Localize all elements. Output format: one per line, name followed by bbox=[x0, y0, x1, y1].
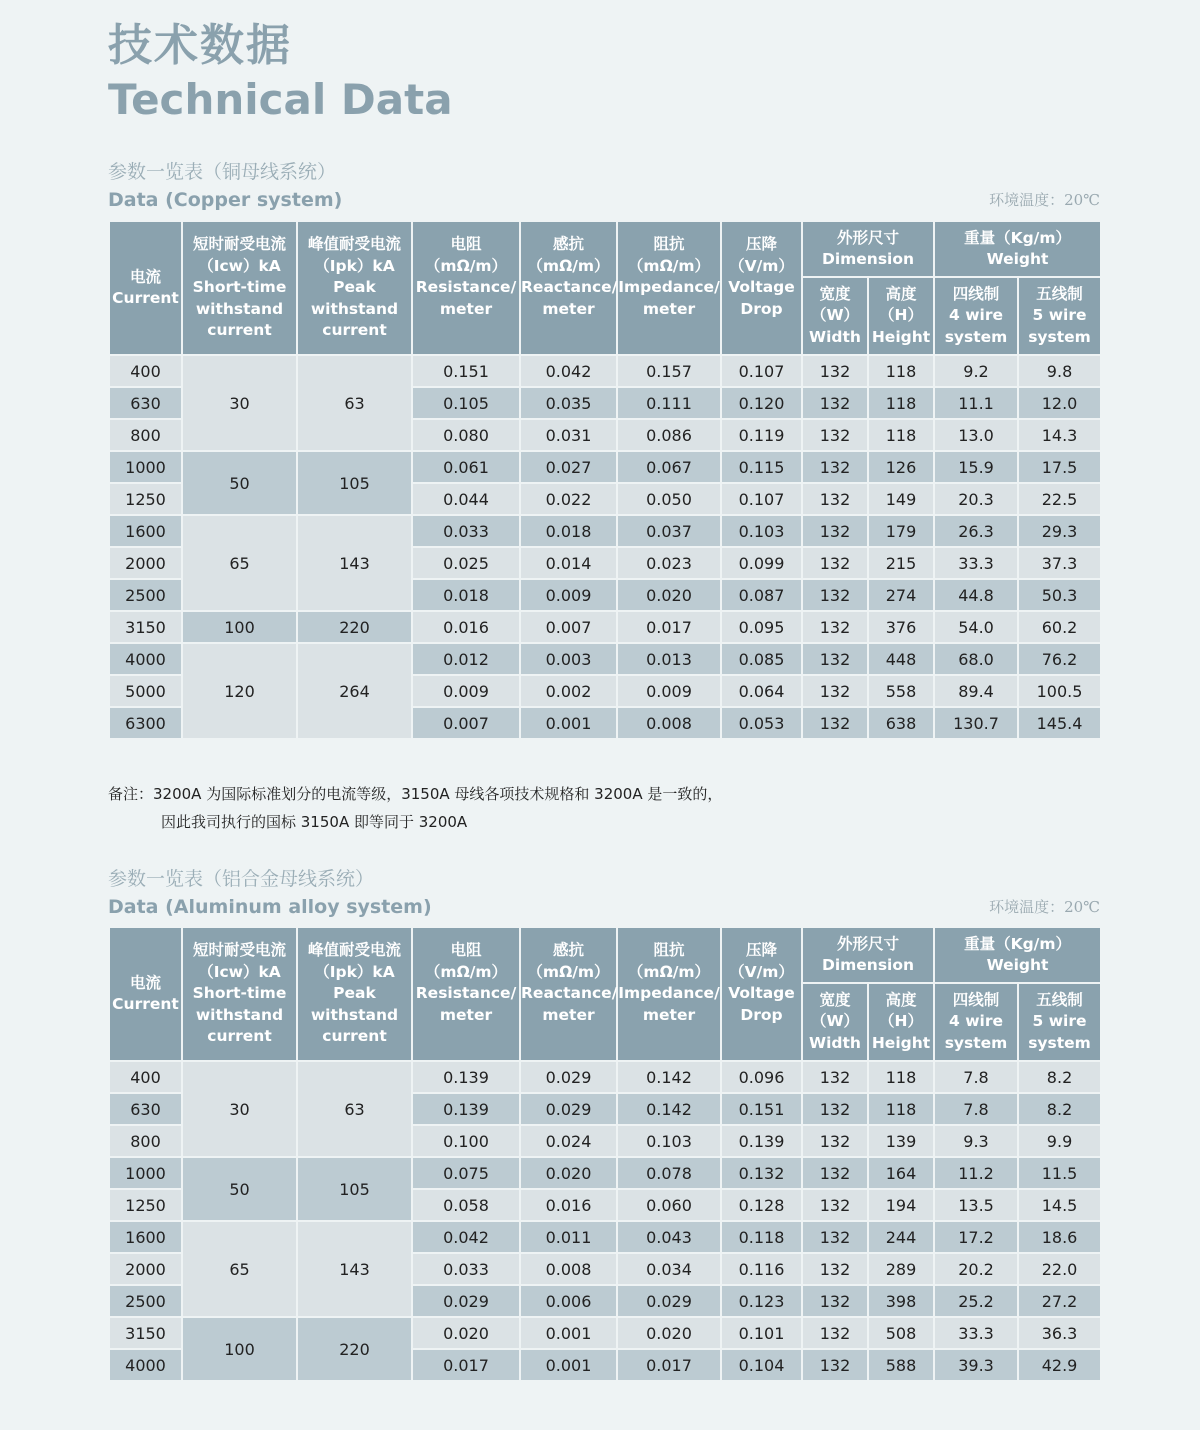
cell-resistance: 0.025 bbox=[412, 547, 520, 579]
cell-height: 194 bbox=[868, 1189, 934, 1221]
cell-current: 1250 bbox=[109, 483, 182, 515]
cell-current: 3150 bbox=[109, 1317, 182, 1349]
cell-current: 630 bbox=[109, 1093, 182, 1125]
table-body bbox=[109, 1061, 1101, 1381]
cell-resistance: 0.075 bbox=[412, 1157, 520, 1189]
aluminum-ambient-temperature: 环境温度：20℃ bbox=[989, 898, 1100, 916]
cell-weight-4-wire: 20.2 bbox=[934, 1253, 1018, 1285]
cell-reactance: 0.002 bbox=[520, 675, 617, 707]
cell-impedance: 0.008 bbox=[617, 707, 721, 739]
cell-peak-withstand: 264 bbox=[297, 643, 412, 739]
cell-voltage-drop: 0.095 bbox=[721, 611, 802, 643]
aluminum-title-zh: 参数一览表（铝合金母线系统） bbox=[108, 868, 375, 890]
cell-current: 2500 bbox=[109, 1285, 182, 1317]
cell-impedance: 0.034 bbox=[617, 1253, 721, 1285]
cell-impedance: 0.013 bbox=[617, 643, 721, 675]
cell-peak-withstand: 105 bbox=[297, 1157, 412, 1221]
cell-voltage-drop: 0.096 bbox=[721, 1061, 802, 1093]
cell-weight-5-wire: 18.6 bbox=[1018, 1221, 1101, 1253]
cell-reactance: 0.027 bbox=[520, 451, 617, 483]
cell-reactance: 0.001 bbox=[520, 1317, 617, 1349]
cell-current: 6300 bbox=[109, 707, 182, 739]
cell-short-time-withstand: 120 bbox=[182, 643, 297, 739]
cell-peak-withstand: 143 bbox=[297, 515, 412, 611]
cell-weight-5-wire: 17.5 bbox=[1018, 451, 1101, 483]
table-row bbox=[109, 1317, 1101, 1349]
cell-weight-5-wire: 14.5 bbox=[1018, 1189, 1101, 1221]
cell-width: 132 bbox=[802, 643, 868, 675]
cell-height: 274 bbox=[868, 579, 934, 611]
header-dimension: 外形尺寸 Dimension bbox=[802, 221, 934, 277]
cell-weight-4-wire: 68.0 bbox=[934, 643, 1018, 675]
cell-weight-5-wire: 50.3 bbox=[1018, 579, 1101, 611]
cell-short-time-withstand: 30 bbox=[182, 355, 297, 451]
page-title-zh: 技术数据 bbox=[108, 20, 292, 71]
table-row bbox=[109, 515, 1101, 547]
cell-short-time-withstand: 50 bbox=[182, 1157, 297, 1221]
cell-height: 118 bbox=[868, 355, 934, 387]
cell-voltage-drop: 0.104 bbox=[721, 1349, 802, 1381]
copper-ambient-temperature: 环境温度：20℃ bbox=[989, 191, 1100, 209]
cell-height: 558 bbox=[868, 675, 934, 707]
cell-current: 4000 bbox=[109, 1349, 182, 1381]
cell-weight-5-wire: 100.5 bbox=[1018, 675, 1101, 707]
cell-weight-5-wire: 29.3 bbox=[1018, 515, 1101, 547]
cell-resistance: 0.100 bbox=[412, 1125, 520, 1157]
cell-reactance: 0.024 bbox=[520, 1125, 617, 1157]
cell-current: 1600 bbox=[109, 1221, 182, 1253]
cell-resistance: 0.017 bbox=[412, 1349, 520, 1381]
cell-reactance: 0.001 bbox=[520, 1349, 617, 1381]
cell-width: 132 bbox=[802, 1317, 868, 1349]
cell-weight-4-wire: 33.3 bbox=[934, 1317, 1018, 1349]
cell-current: 1000 bbox=[109, 451, 182, 483]
cell-impedance: 0.029 bbox=[617, 1285, 721, 1317]
cell-voltage-drop: 0.103 bbox=[721, 515, 802, 547]
cell-current: 3150 bbox=[109, 611, 182, 643]
cell-impedance: 0.037 bbox=[617, 515, 721, 547]
cell-peak-withstand: 63 bbox=[297, 1061, 412, 1157]
cell-current: 800 bbox=[109, 419, 182, 451]
cell-reactance: 0.007 bbox=[520, 611, 617, 643]
cell-weight-5-wire: 27.2 bbox=[1018, 1285, 1101, 1317]
cell-resistance: 0.139 bbox=[412, 1061, 520, 1093]
cell-height: 179 bbox=[868, 515, 934, 547]
cell-current: 1250 bbox=[109, 1189, 182, 1221]
cell-weight-5-wire: 22.0 bbox=[1018, 1253, 1101, 1285]
header-voltage-drop: 压降 （V/m） Voltage Drop bbox=[721, 221, 802, 355]
cell-short-time-withstand: 100 bbox=[182, 1317, 297, 1381]
cell-height: 126 bbox=[868, 451, 934, 483]
cell-peak-withstand: 105 bbox=[297, 451, 412, 515]
cell-height: 164 bbox=[868, 1157, 934, 1189]
copper-title-zh: 参数一览表（铜母线系统） bbox=[108, 161, 337, 183]
aluminum-data-table bbox=[108, 926, 1102, 1382]
cell-resistance: 0.029 bbox=[412, 1285, 520, 1317]
cell-impedance: 0.142 bbox=[617, 1061, 721, 1093]
cell-height: 118 bbox=[868, 1093, 934, 1125]
cell-weight-5-wire: 145.4 bbox=[1018, 707, 1101, 739]
cell-weight-5-wire: 9.9 bbox=[1018, 1125, 1101, 1157]
cell-impedance: 0.111 bbox=[617, 387, 721, 419]
cell-reactance: 0.016 bbox=[520, 1189, 617, 1221]
header-weight: 重量（Kg/m） Weight bbox=[934, 927, 1101, 983]
cell-impedance: 0.009 bbox=[617, 675, 721, 707]
cell-weight-4-wire: 25.2 bbox=[934, 1285, 1018, 1317]
cell-width: 132 bbox=[802, 579, 868, 611]
cell-impedance: 0.020 bbox=[617, 1317, 721, 1349]
table-row bbox=[109, 1157, 1101, 1189]
cell-reactance: 0.031 bbox=[520, 419, 617, 451]
cell-width: 132 bbox=[802, 515, 868, 547]
cell-voltage-drop: 0.053 bbox=[721, 707, 802, 739]
copper-section-heading bbox=[108, 158, 1100, 214]
cell-reactance: 0.001 bbox=[520, 707, 617, 739]
cell-short-time-withstand: 30 bbox=[182, 1061, 297, 1157]
cell-weight-5-wire: 42.9 bbox=[1018, 1349, 1101, 1381]
cell-weight-5-wire: 8.2 bbox=[1018, 1093, 1101, 1125]
cell-height: 376 bbox=[868, 611, 934, 643]
cell-voltage-drop: 0.151 bbox=[721, 1093, 802, 1125]
cell-width: 132 bbox=[802, 1285, 868, 1317]
cell-weight-4-wire: 15.9 bbox=[934, 451, 1018, 483]
cell-weight-4-wire: 20.3 bbox=[934, 483, 1018, 515]
cell-width: 132 bbox=[802, 419, 868, 451]
cell-reactance: 0.011 bbox=[520, 1221, 617, 1253]
page-title-en: Technical Data bbox=[108, 75, 453, 124]
header-current: 电流 Current bbox=[109, 221, 182, 355]
cell-voltage-drop: 0.118 bbox=[721, 1221, 802, 1253]
header-5-wire: 五线制 5 wire system bbox=[1018, 277, 1101, 355]
cell-height: 244 bbox=[868, 1221, 934, 1253]
cell-current: 1600 bbox=[109, 515, 182, 547]
header-width: 宽度 （W） Width bbox=[802, 277, 868, 355]
cell-height: 139 bbox=[868, 1125, 934, 1157]
header-4-wire: 四线制 4 wire system bbox=[934, 277, 1018, 355]
cell-voltage-drop: 0.115 bbox=[721, 451, 802, 483]
cell-width: 132 bbox=[802, 1253, 868, 1285]
cell-resistance: 0.058 bbox=[412, 1189, 520, 1221]
cell-impedance: 0.078 bbox=[617, 1157, 721, 1189]
header-peak-withstand: 峰值耐受电流 （Ipk）kA Peak withstand current bbox=[297, 221, 412, 355]
footnote bbox=[108, 780, 722, 836]
cell-resistance: 0.033 bbox=[412, 515, 520, 547]
cell-current: 400 bbox=[109, 355, 182, 387]
cell-height: 118 bbox=[868, 387, 934, 419]
cell-width: 132 bbox=[802, 611, 868, 643]
cell-resistance: 0.044 bbox=[412, 483, 520, 515]
cell-impedance: 0.157 bbox=[617, 355, 721, 387]
cell-weight-5-wire: 8.2 bbox=[1018, 1061, 1101, 1093]
cell-resistance: 0.080 bbox=[412, 419, 520, 451]
cell-voltage-drop: 0.085 bbox=[721, 643, 802, 675]
cell-resistance: 0.012 bbox=[412, 643, 520, 675]
cell-current: 4000 bbox=[109, 643, 182, 675]
copper-title-en: Data (Copper system) bbox=[108, 189, 343, 211]
header-height: 高度 （H） Height bbox=[868, 277, 934, 355]
cell-short-time-withstand: 50 bbox=[182, 451, 297, 515]
cell-weight-5-wire: 60.2 bbox=[1018, 611, 1101, 643]
cell-peak-withstand: 63 bbox=[297, 355, 412, 451]
cell-current: 400 bbox=[109, 1061, 182, 1093]
cell-height: 215 bbox=[868, 547, 934, 579]
cell-voltage-drop: 0.064 bbox=[721, 675, 802, 707]
cell-width: 132 bbox=[802, 1189, 868, 1221]
cell-weight-4-wire: 9.2 bbox=[934, 355, 1018, 387]
cell-short-time-withstand: 65 bbox=[182, 1221, 297, 1317]
cell-weight-5-wire: 37.3 bbox=[1018, 547, 1101, 579]
cell-reactance: 0.008 bbox=[520, 1253, 617, 1285]
cell-width: 132 bbox=[802, 1221, 868, 1253]
cell-reactance: 0.009 bbox=[520, 579, 617, 611]
cell-resistance: 0.020 bbox=[412, 1317, 520, 1349]
header-short-time-withstand: 短时耐受电流 （Icw）kA Short-time withstand current bbox=[182, 221, 297, 355]
cell-weight-4-wire: 44.8 bbox=[934, 579, 1018, 611]
cell-weight-4-wire: 89.4 bbox=[934, 675, 1018, 707]
cell-impedance: 0.043 bbox=[617, 1221, 721, 1253]
cell-resistance: 0.018 bbox=[412, 579, 520, 611]
cell-weight-4-wire: 7.8 bbox=[934, 1093, 1018, 1125]
header-5-wire: 五线制 5 wire system bbox=[1018, 983, 1101, 1061]
cell-impedance: 0.017 bbox=[617, 611, 721, 643]
cell-impedance: 0.023 bbox=[617, 547, 721, 579]
cell-resistance: 0.105 bbox=[412, 387, 520, 419]
cell-peak-withstand: 220 bbox=[297, 611, 412, 643]
header-resistance: 电阻 （mΩ/m） Resistance/ meter bbox=[412, 927, 520, 1061]
cell-voltage-drop: 0.116 bbox=[721, 1253, 802, 1285]
cell-height: 588 bbox=[868, 1349, 934, 1381]
cell-width: 132 bbox=[802, 1125, 868, 1157]
cell-impedance: 0.142 bbox=[617, 1093, 721, 1125]
cell-reactance: 0.022 bbox=[520, 483, 617, 515]
header-height: 高度 （H） Height bbox=[868, 983, 934, 1061]
cell-voltage-drop: 0.087 bbox=[721, 579, 802, 611]
cell-weight-5-wire: 14.3 bbox=[1018, 419, 1101, 451]
table-row bbox=[109, 451, 1101, 483]
table-row bbox=[109, 611, 1101, 643]
header-peak-withstand: 峰值耐受电流 （Ipk）kA Peak withstand current bbox=[297, 927, 412, 1061]
cell-weight-5-wire: 76.2 bbox=[1018, 643, 1101, 675]
cell-resistance: 0.151 bbox=[412, 355, 520, 387]
cell-reactance: 0.020 bbox=[520, 1157, 617, 1189]
cell-impedance: 0.067 bbox=[617, 451, 721, 483]
footnote-line-2: 因此我司执行的国标 3150A 即等同于 3200A bbox=[161, 813, 468, 831]
cell-reactance: 0.029 bbox=[520, 1061, 617, 1093]
cell-weight-4-wire: 11.1 bbox=[934, 387, 1018, 419]
cell-resistance: 0.009 bbox=[412, 675, 520, 707]
cell-resistance: 0.139 bbox=[412, 1093, 520, 1125]
cell-reactance: 0.018 bbox=[520, 515, 617, 547]
header-dimension: 外形尺寸 Dimension bbox=[802, 927, 934, 983]
cell-resistance: 0.042 bbox=[412, 1221, 520, 1253]
cell-width: 132 bbox=[802, 1157, 868, 1189]
cell-reactance: 0.014 bbox=[520, 547, 617, 579]
cell-height: 638 bbox=[868, 707, 934, 739]
cell-width: 132 bbox=[802, 707, 868, 739]
cell-weight-5-wire: 12.0 bbox=[1018, 387, 1101, 419]
header-voltage-drop: 压降 （V/m） Voltage Drop bbox=[721, 927, 802, 1061]
cell-reactance: 0.003 bbox=[520, 643, 617, 675]
cell-reactance: 0.035 bbox=[520, 387, 617, 419]
cell-height: 289 bbox=[868, 1253, 934, 1285]
cell-weight-4-wire: 130.7 bbox=[934, 707, 1018, 739]
cell-weight-4-wire: 54.0 bbox=[934, 611, 1018, 643]
cell-voltage-drop: 0.107 bbox=[721, 355, 802, 387]
header-weight: 重量（Kg/m） Weight bbox=[934, 221, 1101, 277]
cell-impedance: 0.060 bbox=[617, 1189, 721, 1221]
header-4-wire: 四线制 4 wire system bbox=[934, 983, 1018, 1061]
header-reactance: 感抗 （mΩ/m） Reactance/ meter bbox=[520, 221, 617, 355]
cell-width: 132 bbox=[802, 387, 868, 419]
cell-weight-4-wire: 17.2 bbox=[934, 1221, 1018, 1253]
cell-voltage-drop: 0.139 bbox=[721, 1125, 802, 1157]
cell-current: 2000 bbox=[109, 1253, 182, 1285]
table-row bbox=[109, 355, 1101, 387]
cell-weight-4-wire: 13.5 bbox=[934, 1189, 1018, 1221]
cell-resistance: 0.033 bbox=[412, 1253, 520, 1285]
cell-current: 2000 bbox=[109, 547, 182, 579]
cell-reactance: 0.029 bbox=[520, 1093, 617, 1125]
header-impedance: 阻抗 （mΩ/m） Impedance/ meter bbox=[617, 221, 721, 355]
cell-short-time-withstand: 100 bbox=[182, 611, 297, 643]
cell-impedance: 0.103 bbox=[617, 1125, 721, 1157]
aluminum-title-en: Data (Aluminum alloy system) bbox=[108, 896, 432, 918]
cell-current: 2500 bbox=[109, 579, 182, 611]
cell-peak-withstand: 143 bbox=[297, 1221, 412, 1317]
cell-height: 508 bbox=[868, 1317, 934, 1349]
cell-height: 448 bbox=[868, 643, 934, 675]
cell-width: 132 bbox=[802, 1093, 868, 1125]
cell-voltage-drop: 0.120 bbox=[721, 387, 802, 419]
cell-current: 630 bbox=[109, 387, 182, 419]
cell-width: 132 bbox=[802, 355, 868, 387]
cell-current: 1000 bbox=[109, 1157, 182, 1189]
cell-peak-withstand: 220 bbox=[297, 1317, 412, 1381]
cell-reactance: 0.042 bbox=[520, 355, 617, 387]
cell-impedance: 0.050 bbox=[617, 483, 721, 515]
table-body bbox=[109, 355, 1101, 739]
header-short-time-withstand: 短时耐受电流 （Icw）kA Short-time withstand current bbox=[182, 927, 297, 1061]
cell-weight-4-wire: 26.3 bbox=[934, 515, 1018, 547]
aluminum-section-heading bbox=[108, 865, 1100, 921]
copper-data-table bbox=[108, 220, 1102, 740]
cell-resistance: 0.016 bbox=[412, 611, 520, 643]
cell-weight-4-wire: 13.0 bbox=[934, 419, 1018, 451]
cell-width: 132 bbox=[802, 1349, 868, 1381]
header-impedance: 阻抗 （mΩ/m） Impedance/ meter bbox=[617, 927, 721, 1061]
header-width: 宽度 （W） Width bbox=[802, 983, 868, 1061]
cell-voltage-drop: 0.099 bbox=[721, 547, 802, 579]
cell-weight-5-wire: 9.8 bbox=[1018, 355, 1101, 387]
cell-voltage-drop: 0.101 bbox=[721, 1317, 802, 1349]
cell-voltage-drop: 0.107 bbox=[721, 483, 802, 515]
cell-short-time-withstand: 65 bbox=[182, 515, 297, 611]
cell-voltage-drop: 0.128 bbox=[721, 1189, 802, 1221]
cell-width: 132 bbox=[802, 483, 868, 515]
cell-weight-4-wire: 9.3 bbox=[934, 1125, 1018, 1157]
cell-resistance: 0.061 bbox=[412, 451, 520, 483]
cell-weight-5-wire: 11.5 bbox=[1018, 1157, 1101, 1189]
cell-width: 132 bbox=[802, 451, 868, 483]
cell-weight-4-wire: 33.3 bbox=[934, 547, 1018, 579]
header-current: 电流 Current bbox=[109, 927, 182, 1061]
cell-reactance: 0.006 bbox=[520, 1285, 617, 1317]
table-row bbox=[109, 1221, 1101, 1253]
table-row bbox=[109, 643, 1101, 675]
cell-voltage-drop: 0.119 bbox=[721, 419, 802, 451]
cell-voltage-drop: 0.132 bbox=[721, 1157, 802, 1189]
table-row bbox=[109, 1061, 1101, 1093]
cell-weight-4-wire: 7.8 bbox=[934, 1061, 1018, 1093]
footnote-line-1: 备注：3200A 为国际标准划分的电流等级，3150A 母线各项技术规格和 3200A 是一致的， bbox=[108, 785, 723, 803]
cell-height: 118 bbox=[868, 419, 934, 451]
cell-voltage-drop: 0.123 bbox=[721, 1285, 802, 1317]
cell-width: 132 bbox=[802, 675, 868, 707]
cell-weight-5-wire: 36.3 bbox=[1018, 1317, 1101, 1349]
cell-width: 132 bbox=[802, 547, 868, 579]
cell-impedance: 0.017 bbox=[617, 1349, 721, 1381]
header-reactance: 感抗 （mΩ/m） Reactance/ meter bbox=[520, 927, 617, 1061]
cell-weight-4-wire: 39.3 bbox=[934, 1349, 1018, 1381]
cell-impedance: 0.020 bbox=[617, 579, 721, 611]
header-resistance: 电阻 （mΩ/m） Resistance/ meter bbox=[412, 221, 520, 355]
cell-weight-4-wire: 11.2 bbox=[934, 1157, 1018, 1189]
cell-current: 800 bbox=[109, 1125, 182, 1157]
cell-height: 398 bbox=[868, 1285, 934, 1317]
cell-current: 5000 bbox=[109, 675, 182, 707]
cell-impedance: 0.086 bbox=[617, 419, 721, 451]
cell-height: 118 bbox=[868, 1061, 934, 1093]
cell-resistance: 0.007 bbox=[412, 707, 520, 739]
cell-width: 132 bbox=[802, 1061, 868, 1093]
cell-height: 149 bbox=[868, 483, 934, 515]
cell-weight-5-wire: 22.5 bbox=[1018, 483, 1101, 515]
